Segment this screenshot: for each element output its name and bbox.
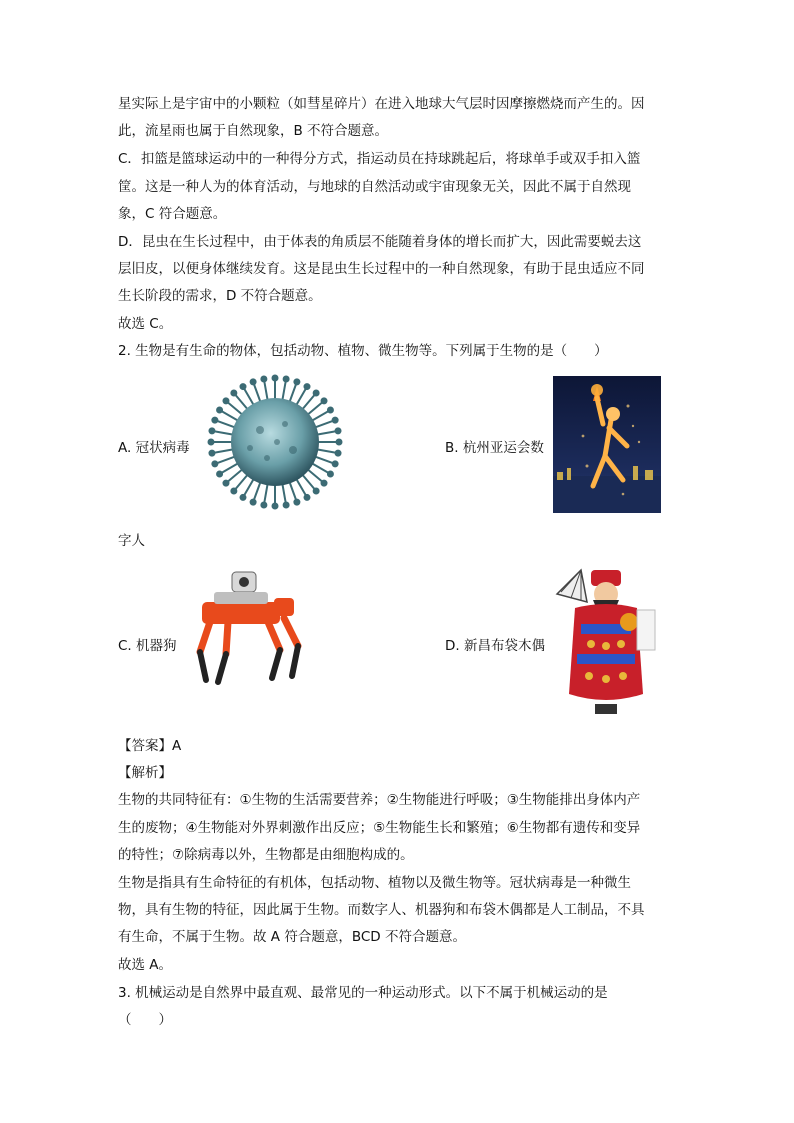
robot-dog-image (188, 568, 310, 692)
text-line: 生长阶段的需求，D 不符合题意。 (118, 288, 322, 304)
coronavirus-image (205, 372, 345, 512)
glove-puppet-image (551, 564, 661, 720)
option-a-label: A. 冠状病毒 (118, 440, 190, 456)
option-b-label: B. 杭州亚运会数 (445, 440, 544, 456)
text-line: 星实际上是宇宙中的小颗粒（如彗星碎片）在进入地球大气层时因摩擦燃烧而产生的。因 (118, 96, 645, 112)
option-c-label: C. 机器狗 (118, 638, 177, 654)
analysis-heading: 【解析】 (118, 765, 172, 781)
text-line: 物，具有生物的特征，因此属于生物。而数字人、机器狗和布袋木偶都是人工制品，不具 (118, 902, 645, 918)
question-3-paren: （ ） (118, 1012, 172, 1028)
text-line: 有生命，不属于生物。故 A 符合题意，BCD 不符合题意。 (118, 929, 466, 945)
answer-line: 【答案】A (118, 738, 182, 754)
text-line: D．昆虫在生长过程中，由于体表的角质层不能随着身体的增长而扩大，因此需要蜕去这 (118, 234, 642, 250)
text-line: 生的废物；④生物能对外界刺激作出反应；⑤生物能生长和繁殖；⑥生物都有遗传和变异 (118, 820, 641, 836)
option-d-label: D. 新昌布袋木偶 (445, 638, 545, 654)
question-3-stem: 3. 机械运动是自然界中最直观、最常见的一种运动形式。以下不属于机械运动的是 (118, 985, 608, 1001)
option-b-wrap: 字人 (118, 533, 145, 549)
text-line: 生物的共同特征有：①生物的生活需要营养；②生物能进行呼吸；③生物能排出身体内产 (118, 792, 641, 808)
text-line: 筐。这是一种人为的体育活动，与地球的自然活动或宇宙现象无关，因此不属于自然现 (118, 179, 631, 195)
text-line: 的特性；⑦除病毒以外，生物都是由细胞构成的。 (118, 847, 414, 863)
choose-line: 故选 C。 (118, 316, 173, 332)
text-line: 生物是指具有生命特征的有机体，包括动物、植物以及微生物等。冠状病毒是一种微生 (118, 875, 631, 891)
digital-torchbearer-image (553, 376, 661, 513)
choose-line: 故选 A。 (118, 957, 173, 973)
text-line: 象，C 符合题意。 (118, 206, 227, 222)
question-2-stem: 2. 生物是有生命的物体，包括动物、植物、微生物等。下列属于生物的是（ ） (118, 343, 608, 359)
text-line: 层旧皮，以便身体继续发育。这是昆虫生长过程中的一种自然现象，有助于昆虫适应不同 (118, 261, 645, 277)
text-line: 此，流星雨也属于自然现象，B 不符合题意。 (118, 123, 389, 139)
text-line: C．扣篮是篮球运动中的一种得分方式，指运动员在持球跳起后，将球单手或双手扣入篮 (118, 151, 641, 167)
